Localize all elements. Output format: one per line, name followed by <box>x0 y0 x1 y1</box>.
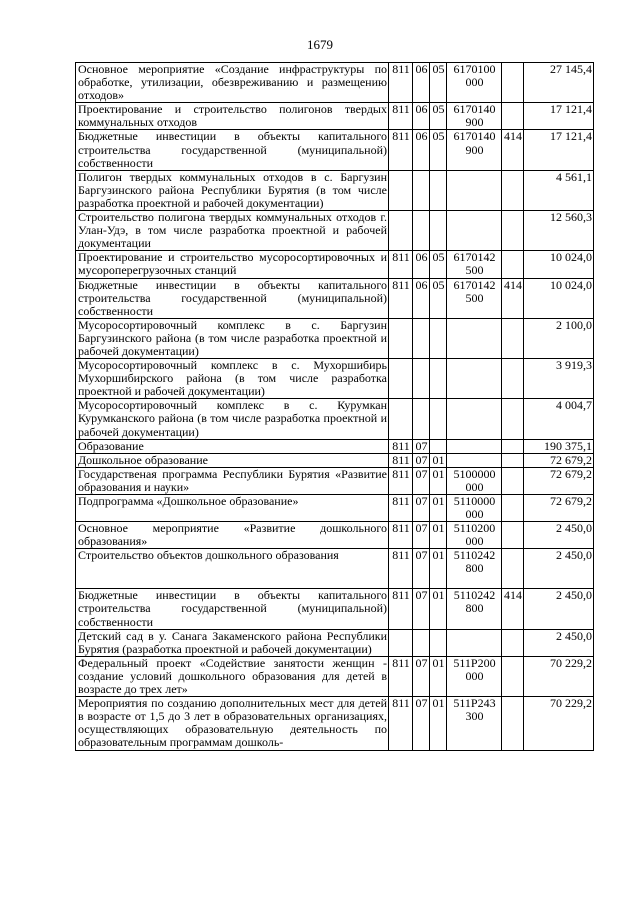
amount-cell: 2 450,0 <box>524 589 594 629</box>
row-name-cell: Дошкольное образование <box>76 453 389 467</box>
expense-type-cell: 414 <box>502 278 524 318</box>
row-name-cell: Мусоросортировочный комплекс в с. Мухоршибирь Мухоршибирского района (в том числе разработка проектной и рабочей документации) <box>76 359 389 399</box>
subsection-code-cell: 05 <box>430 103 447 130</box>
target-article-cell <box>447 170 502 210</box>
subsection-code-cell <box>430 211 447 251</box>
expense-type-cell <box>502 170 524 210</box>
ministry-code-cell: 811 <box>389 278 413 318</box>
subsection-code-cell: 05 <box>430 130 447 170</box>
amount-cell: 72 679,2 <box>524 453 594 467</box>
row-name-cell: Подпрограмма «Дошкольное образование» <box>76 495 389 522</box>
row-name-cell: Государственая программа Республики Бурятия «Развитие образования и науки» <box>76 467 389 494</box>
expense-type-cell <box>502 453 524 467</box>
expense-type-cell <box>502 522 524 549</box>
section-code-cell: 06 <box>413 130 430 170</box>
section-code-cell: 07 <box>413 656 430 696</box>
subsection-code-cell: 01 <box>430 549 447 589</box>
row-name-cell: Федеральный проект «Содействие занятости женщин - создание условий дошкольного образования для детей в возрасте до трех лет» <box>76 656 389 696</box>
expense-type-cell <box>502 63 524 103</box>
row-name-cell: Строительство полигона твердых коммунальных отходов г. Улан-Удэ, в том числе разработка проектной и рабочей документации <box>76 211 389 251</box>
ministry-code-cell: 811 <box>389 656 413 696</box>
subsection-code-cell <box>430 359 447 399</box>
section-code-cell <box>413 318 430 358</box>
section-code-cell: 06 <box>413 63 430 103</box>
section-code-cell <box>413 359 430 399</box>
target-article-cell <box>447 629 502 656</box>
row-name-cell: Проектирование и строительство полигонов твердых коммунальных отходов <box>76 103 389 130</box>
table-row <box>76 439 594 453</box>
table-row <box>76 278 594 318</box>
section-code-cell: 06 <box>413 278 430 318</box>
section-code-cell: 07 <box>413 522 430 549</box>
amount-cell: 2 450,0 <box>524 549 594 589</box>
section-code-cell: 07 <box>413 549 430 589</box>
expense-type-cell <box>502 656 524 696</box>
expense-type-cell <box>502 251 524 278</box>
target-article-cell: 5110242 800 <box>447 549 502 589</box>
subsection-code-cell: 05 <box>430 251 447 278</box>
target-article-cell: 511P200 000 <box>447 656 502 696</box>
expense-type-cell <box>502 211 524 251</box>
ministry-code-cell: 811 <box>389 495 413 522</box>
section-code-cell <box>413 629 430 656</box>
budget-table <box>75 62 594 751</box>
subsection-code-cell <box>430 170 447 210</box>
section-code-cell: 07 <box>413 495 430 522</box>
row-name-cell: Бюджетные инвестиции в объекты капитального строительства государственной (муниципальной) собственности <box>76 130 389 170</box>
table-row <box>76 63 594 103</box>
row-name-cell: Образование <box>76 439 389 453</box>
row-name-cell: Детский сад в у. Санага Закаменского района Республики Бурятия (разработка проектной и рабочей документации) <box>76 629 389 656</box>
section-code-cell <box>413 170 430 210</box>
section-code-cell <box>413 399 430 439</box>
amount-cell: 4 561,1 <box>524 170 594 210</box>
amount-cell: 2 100,0 <box>524 318 594 358</box>
expense-type-cell <box>502 549 524 589</box>
expense-type-cell <box>502 495 524 522</box>
expense-type-cell: 414 <box>502 130 524 170</box>
subsection-code-cell <box>430 399 447 439</box>
amount-cell: 12 560,3 <box>524 211 594 251</box>
row-name-cell: Основное мероприятие «Создание инфраструктуры по обработке, утилизации, обезвреживанию и размещению отходов» <box>76 63 389 103</box>
ministry-code-cell: 811 <box>389 697 413 750</box>
expense-type-cell <box>502 439 524 453</box>
ministry-code-cell <box>389 629 413 656</box>
amount-cell: 2 450,0 <box>524 629 594 656</box>
subsection-code-cell: 01 <box>430 656 447 696</box>
table-row <box>76 495 594 522</box>
target-article-cell: 6170142 500 <box>447 278 502 318</box>
table-body <box>76 63 594 751</box>
ministry-code-cell <box>389 359 413 399</box>
subsection-code-cell: 01 <box>430 495 447 522</box>
ministry-code-cell: 811 <box>389 589 413 629</box>
target-article-cell: 6170142 500 <box>447 251 502 278</box>
subsection-code-cell: 01 <box>430 453 447 467</box>
subsection-code-cell: 01 <box>430 467 447 494</box>
table-row <box>76 399 594 439</box>
page-number: 1679 <box>307 37 333 52</box>
expense-type-cell <box>502 103 524 130</box>
target-article-cell: 5110200 000 <box>447 522 502 549</box>
expense-type-cell: 414 <box>502 589 524 629</box>
amount-cell: 17 121,4 <box>524 103 594 130</box>
amount-cell: 17 121,4 <box>524 130 594 170</box>
target-article-cell: 5100000 000 <box>447 467 502 494</box>
row-name-cell: Мусоросортировочный комплекс в с. Баргузин Баргузинского района (в том числе разработка проектной и рабочей документации) <box>76 318 389 358</box>
table-row <box>76 211 594 251</box>
amount-cell: 70 229,2 <box>524 697 594 750</box>
row-name-cell: Проектирование и строительство мусоросортировочных и мусороперегрузочных станций <box>76 251 389 278</box>
amount-cell: 3 919,3 <box>524 359 594 399</box>
target-article-cell <box>447 318 502 358</box>
target-article-cell: 511P243 300 <box>447 697 502 750</box>
ministry-code-cell: 811 <box>389 439 413 453</box>
table-row <box>76 130 594 170</box>
subsection-code-cell: 01 <box>430 589 447 629</box>
target-article-cell: 6170100 000 <box>447 63 502 103</box>
ministry-code-cell: 811 <box>389 467 413 494</box>
subsection-code-cell <box>430 439 447 453</box>
ministry-code-cell: 811 <box>389 251 413 278</box>
section-code-cell: 07 <box>413 453 430 467</box>
table-row <box>76 453 594 467</box>
amount-cell: 72 679,2 <box>524 495 594 522</box>
amount-cell: 10 024,0 <box>524 251 594 278</box>
ministry-code-cell: 811 <box>389 130 413 170</box>
target-article-cell <box>447 359 502 399</box>
table-row <box>76 467 594 494</box>
subsection-code-cell: 05 <box>430 278 447 318</box>
expense-type-cell <box>502 359 524 399</box>
expense-type-cell <box>502 467 524 494</box>
subsection-code-cell: 01 <box>430 522 447 549</box>
table-row <box>76 359 594 399</box>
table-row <box>76 697 594 750</box>
table-row <box>76 656 594 696</box>
row-name-cell: Бюджетные инвестиции в объекты капитального строительства государственной (муниципальной) собственности <box>76 589 389 629</box>
ministry-code-cell <box>389 318 413 358</box>
subsection-code-cell: 01 <box>430 697 447 750</box>
target-article-cell <box>447 211 502 251</box>
table-row <box>76 629 594 656</box>
target-article-cell: 6170140 900 <box>447 130 502 170</box>
section-code-cell: 07 <box>413 589 430 629</box>
row-name-cell: Мусоросортировочный комплекс в с. Курумкан Курумканского района (в том числе разработка проектной и рабочей документации) <box>76 399 389 439</box>
section-code-cell: 06 <box>413 251 430 278</box>
table-row <box>76 589 594 629</box>
ministry-code-cell: 811 <box>389 103 413 130</box>
amount-cell: 70 229,2 <box>524 656 594 696</box>
ministry-code-cell <box>389 170 413 210</box>
target-article-cell <box>447 453 502 467</box>
ministry-code-cell: 811 <box>389 453 413 467</box>
row-name-cell: Мероприятия по созданию дополнительных мест для детей в возрасте от 1,5 до 3 лет в образовательных организациях, осуществляющих образовательную деятельность по образовательным программам дошколь- <box>76 697 389 750</box>
amount-cell: 190 375,1 <box>524 439 594 453</box>
ministry-code-cell: 811 <box>389 549 413 589</box>
amount-cell: 10 024,0 <box>524 278 594 318</box>
row-name-cell: Бюджетные инвестиции в объекты капитального строительства государственной (муниципальной) собственности <box>76 278 389 318</box>
target-article-cell: 5110242 800 <box>447 589 502 629</box>
section-code-cell: 07 <box>413 467 430 494</box>
row-name-cell: Основное мероприятие «Развитие дошкольного образования» <box>76 522 389 549</box>
expense-type-cell <box>502 697 524 750</box>
amount-cell: 72 679,2 <box>524 467 594 494</box>
table-row <box>76 170 594 210</box>
table-row <box>76 251 594 278</box>
row-name-cell: Полигон твердых коммунальных отходов в с. Баргузин Баргузинского района Республики Бурятия (в том числе разработка проектной и рабочей документации) <box>76 170 389 210</box>
subsection-code-cell <box>430 318 447 358</box>
ministry-code-cell: 811 <box>389 522 413 549</box>
target-article-cell: 5110000 000 <box>447 495 502 522</box>
section-code-cell <box>413 211 430 251</box>
expense-type-cell <box>502 318 524 358</box>
amount-cell: 27 145,4 <box>524 63 594 103</box>
subsection-code-cell: 05 <box>430 63 447 103</box>
target-article-cell <box>447 399 502 439</box>
table-row <box>76 103 594 130</box>
amount-cell: 4 004,7 <box>524 399 594 439</box>
ministry-code-cell <box>389 211 413 251</box>
expense-type-cell <box>502 629 524 656</box>
target-article-cell <box>447 439 502 453</box>
ministry-code-cell <box>389 399 413 439</box>
target-article-cell: 6170140 900 <box>447 103 502 130</box>
table-row <box>76 549 594 589</box>
section-code-cell: 07 <box>413 697 430 750</box>
subsection-code-cell <box>430 629 447 656</box>
row-name-cell: Строительство объектов дошкольного образования <box>76 549 389 589</box>
amount-cell: 2 450,0 <box>524 522 594 549</box>
section-code-cell: 06 <box>413 103 430 130</box>
section-code-cell: 07 <box>413 439 430 453</box>
table-row <box>76 522 594 549</box>
ministry-code-cell: 811 <box>389 63 413 103</box>
expense-type-cell <box>502 399 524 439</box>
table-row <box>76 318 594 358</box>
